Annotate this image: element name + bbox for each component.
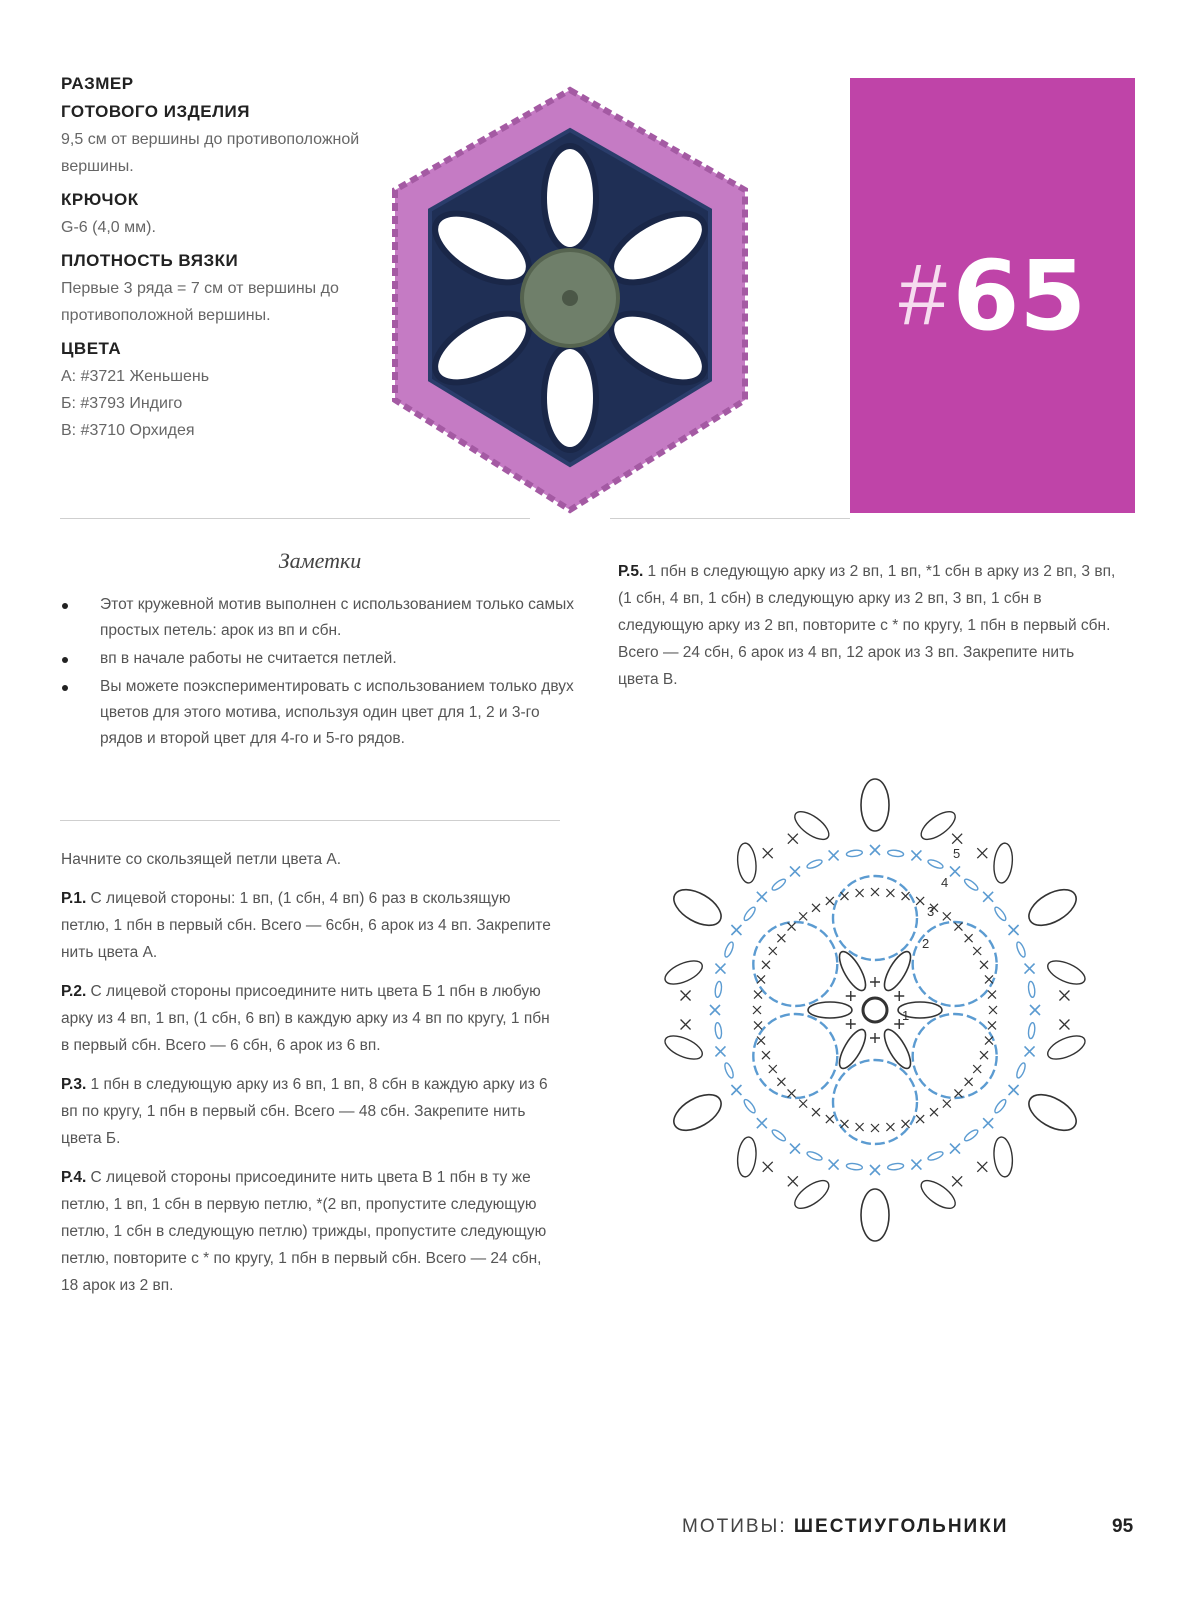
colors-heading: ЦВЕТА — [61, 339, 122, 358]
note-item: Этот кружевной мотив выполнен с использованием только самых простых петель: арок из вп и сбн. — [60, 592, 580, 644]
gauge-spec — [61, 247, 361, 329]
section-prefix: МОТИВЫ: — [682, 1516, 787, 1537]
instructions-section — [61, 846, 561, 1311]
row-2 — [61, 978, 561, 1059]
divider-top-left — [60, 518, 530, 519]
row-1 — [61, 885, 561, 966]
pattern-number-badge — [850, 78, 1135, 513]
note-item: вп в начале работы не считается петлей. — [60, 646, 580, 672]
row-number-3: 3 — [927, 904, 935, 919]
divider-top-right — [610, 518, 850, 519]
note-item: Вы можете поэкспериментировать с использованием только двух цветов для этого мотива, используя один цвет для 1, 2 и 3-го рядов и второй цвет для 4-го и 5-го рядов. — [60, 674, 580, 752]
row-number-4: 4 — [941, 875, 949, 890]
row-text: С лицевой стороны присоедините нить цвета В 1 пбн в ту же петлю, 1 вп, 1 сбн в первую петлю, *(2 вп, пропустите следующую петлю, 1 сбн в следующую петлю) трижды, пропустите следующую петлю, повторите с * по кругу, 1 пбн в первый сбн. Всего — 24 сбн, 18 арок из 2 вп. — [61, 1169, 547, 1294]
row-label: Р.1. — [61, 890, 87, 907]
size-text: 9,5 см от вершины до противоположной вершины. — [61, 131, 360, 175]
row-3 — [61, 1071, 561, 1152]
row-text: С лицевой стороны: 1 вп, (1 сбн, 4 вп) 6 раз в скользящую петлю, 1 пбн в первый сбн. Всего — 6сбн, 6 арок из 4 вп. Закрепите нить цвета А. — [61, 890, 551, 961]
color-a: А: #3721 Женьшень — [61, 368, 210, 385]
row-label: Р.4. — [61, 1169, 87, 1186]
section-name: ШЕСТИУГОЛЬНИКИ — [793, 1516, 1009, 1537]
row-text: 1 пбн в следующую арку из 6 вп, 1 вп, 8 сбн в каждую арку из 6 вп по кругу, 1 пбн в первый сбн. Всего — 48 сбн. Закрепите нить цвета Б. — [61, 1076, 548, 1147]
notes-section — [60, 548, 580, 754]
badge-number: 65 — [952, 239, 1087, 352]
gauge-heading: ПЛОТНОСТЬ ВЯЗКИ — [61, 251, 239, 270]
color-c: В: #3710 Орхидея — [61, 422, 195, 439]
row-label: Р.5. — [618, 563, 644, 580]
motif-photo — [370, 80, 770, 520]
gauge-text: Первые 3 ряда = 7 см от вершины до противоположной вершины. — [61, 280, 339, 324]
hook-text: G-6 (4,0 мм). — [61, 219, 156, 236]
notes-title: Заметки — [278, 548, 362, 573]
hook-heading: КРЮЧОК — [61, 190, 139, 209]
size-heading: РАЗМЕР — [61, 74, 134, 93]
colors-spec — [61, 335, 361, 444]
row-text: 1 пбн в следующую арку из 2 вп, 1 вп, *1 сбн в арку из 2 вп, 3 вп, (1 сбн, 4 вп, 1 сбн) в следующую арку из 2 вп, 3 вп, 1 сбн в следующую арку из 2 вп, повторите с * по кругу, 1 пбн в первый сбн. Всего — 24 сбн, 6 арок из 4 вп, 12 арок из 3 вп. Закрепите нить цвета В. — [618, 563, 1116, 688]
row-number-1: 1 — [902, 1008, 910, 1023]
size-heading-2: ГОТОВОГО ИЗДЕЛИЯ — [61, 102, 250, 121]
notes-list — [60, 592, 580, 752]
divider-middle — [60, 820, 560, 821]
row-5 — [618, 558, 1118, 693]
crochet-chart — [650, 770, 1100, 1250]
row-4 — [61, 1164, 561, 1299]
chart-symbols — [662, 779, 1089, 1241]
row-number-5: 5 — [953, 846, 961, 861]
intro: Начните со скользящей петли цвета А. — [61, 851, 342, 868]
badge-hash: # — [898, 247, 947, 343]
specs-panel — [61, 70, 361, 448]
row-number-2: 2 — [922, 936, 930, 951]
row-label: Р.3. — [61, 1076, 87, 1093]
size-spec — [61, 70, 361, 180]
color-b: Б: #3793 Индиго — [61, 395, 183, 412]
row-text: С лицевой стороны присоедините нить цвета Б 1 пбн в любую арку из 4 вп, 1 вп, (1 сбн, 6 вп) в каждую арку из 4 вп по кругу, 1 пбн в первый сбн. Всего — 6 сбн, 6 арок из 6 вп. — [61, 983, 550, 1054]
section-title — [682, 1516, 1008, 1538]
page-number: 95 — [1112, 1516, 1134, 1537]
row-label: Р.2. — [61, 983, 87, 1000]
row-5-instructions — [618, 558, 1118, 705]
hook-spec — [61, 186, 361, 241]
